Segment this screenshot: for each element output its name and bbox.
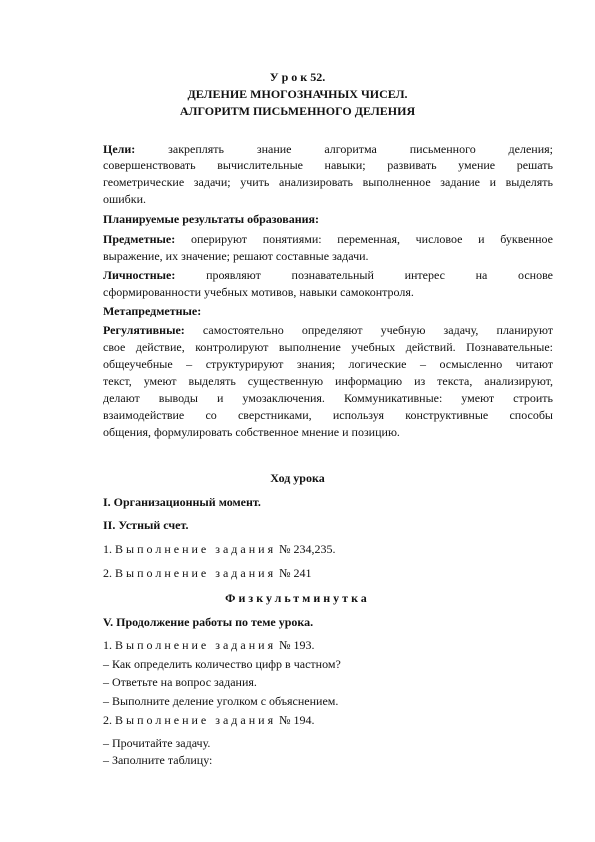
goals-text-1: закреплять знание алгоритма письменного деления; <box>168 142 553 156</box>
question-5: – Заполните таблицу: <box>103 753 213 767</box>
task-2-text: Выполнение задания <box>115 566 277 580</box>
meta-text-1: самостоятельно определяют учебную задачу, планируют <box>202 323 553 337</box>
personal-line-1 <box>103 268 553 282</box>
question-2: – Ответьте на вопрос задания. <box>103 675 257 689</box>
subject-line-1 <box>103 232 553 246</box>
goals-line-4: ошибки. <box>103 192 147 206</box>
question-1: – Как определить количество цифр в частном? <box>103 657 341 671</box>
goals-line-2: совершенствовать вычислительные навыки; развивать умение решать <box>103 158 553 172</box>
task-4-number: 2. <box>103 713 112 727</box>
question-4: – Прочитайте задачу. <box>103 736 211 750</box>
task-2-number: 2. <box>103 566 112 580</box>
section-2: II. Устный счет. <box>103 518 189 532</box>
task-4 <box>103 713 553 727</box>
task-1-text: Выполнение задания <box>115 542 277 556</box>
title-line-2: АЛГОРИТМ ПИСЬМЕННОГО ДЕЛЕНИЯ <box>179 104 416 118</box>
meta-line-3: общеучебные – структурируют знания; логические – осмысленно читают <box>103 357 553 371</box>
task-4-ref: № 194. <box>279 713 315 727</box>
section-5: V. Продолжение работы по теме урока. <box>103 615 314 629</box>
meta-line-5: делают выводы и умозаключения. Коммуникативные: умеют строить <box>103 391 553 405</box>
meta-line-1 <box>103 323 553 337</box>
subject-text-1: оперируют понятиями: переменная, числовое и буквенное <box>190 232 553 246</box>
personal-line-2: сформированности учебных мотивов, навыки самоконтроля. <box>103 285 414 299</box>
task-2-ref: № 241 <box>279 566 312 580</box>
meta-heading: Метапредметные: <box>103 304 202 318</box>
task-1-number: 1. <box>103 542 112 556</box>
task-1 <box>103 542 553 556</box>
task-3-text: Выполнение задания <box>115 638 277 652</box>
goals-line-1 <box>103 142 553 156</box>
physical-break: Физкультминутка <box>225 591 370 605</box>
goals-label: Цели: <box>103 142 136 156</box>
meta-line-7: общения, формулировать собственное мнение и позицию. <box>103 425 400 439</box>
question-3: – Выполните деление уголком с объяснением. <box>103 694 339 708</box>
task-3-number: 1. <box>103 638 112 652</box>
meta-line-4: текст, умеют выделять существенную информацию из текста, анализируют, <box>103 374 553 388</box>
results-heading: Планируемые результаты образования: <box>103 212 320 226</box>
course-heading: Ход урока <box>270 471 325 485</box>
title-line-1: ДЕЛЕНИЕ МНОГОЗНАЧНЫХ ЧИСЕЛ. <box>187 87 408 101</box>
subject-line-2: выражение, их значение; решают составные задачи. <box>103 249 369 263</box>
task-4-text: Выполнение задания <box>115 713 277 727</box>
goals-line-3: геометрические задачи; учить анализировать выполненное задание и выделять <box>103 175 553 189</box>
section-1: I. Организационный момент. <box>103 495 261 509</box>
personal-text-1: проявляют познавательный интерес на основе <box>206 268 554 282</box>
task-3-ref: № 193. <box>279 638 315 652</box>
personal-label: Личностные: <box>103 268 176 282</box>
regulatory-label: Регулятивные: <box>103 323 185 337</box>
subject-label: Предметные: <box>103 232 176 246</box>
meta-line-6: взаимодействие со сверстниками, используя конструктивные способы <box>103 408 553 422</box>
task-1-ref: № 234,235. <box>279 542 336 556</box>
meta-line-2: свое действие, контролируют выполнение учебных действий. Познавательные: <box>103 340 553 354</box>
lesson-number: У р о к 52. <box>269 70 326 84</box>
task-2 <box>103 566 553 580</box>
task-3 <box>103 638 553 652</box>
